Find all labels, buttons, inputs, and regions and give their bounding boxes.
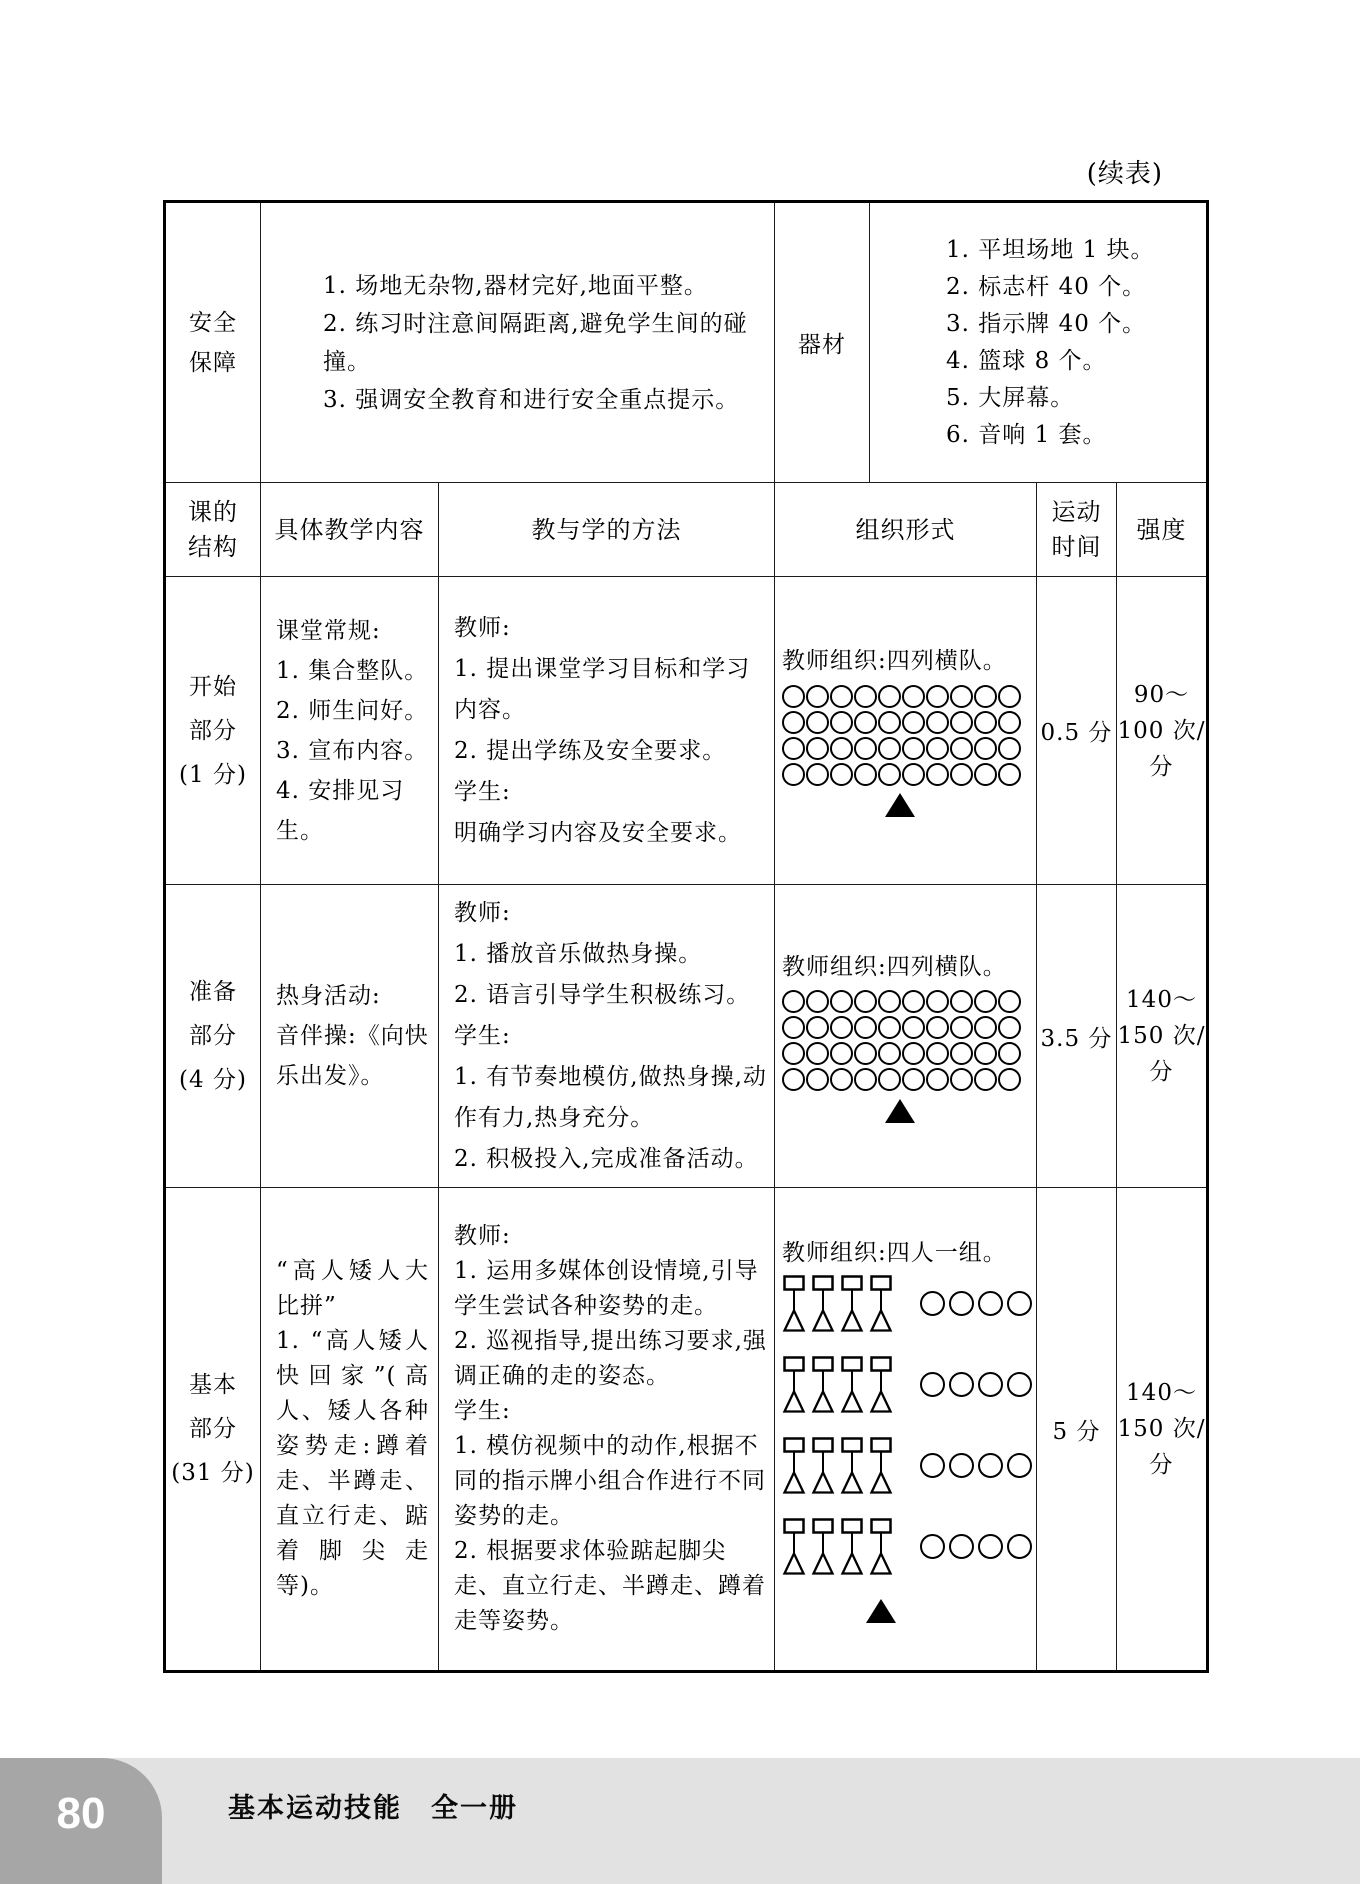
text-line: 1. 有节奏地模仿,做热身操,动作有力,热身充分。 bbox=[454, 1063, 767, 1131]
text-line: 3. 宣布内容。 bbox=[276, 737, 429, 764]
text-line: 基本 bbox=[189, 1372, 237, 1398]
student-circle-icon bbox=[978, 1534, 1003, 1559]
student-circle-icon bbox=[782, 1068, 805, 1091]
text-line: 1. 集合整队。 bbox=[276, 657, 429, 684]
student-circle-icon bbox=[926, 990, 949, 1013]
equipment-items bbox=[870, 203, 1206, 482]
opening-methods bbox=[439, 577, 775, 884]
student-circle-icon bbox=[878, 737, 901, 760]
header-content: 具体教学内容 bbox=[261, 483, 439, 576]
sign-pole-icon bbox=[782, 1356, 806, 1414]
preparation-methods bbox=[439, 885, 775, 1187]
preparation-content bbox=[261, 885, 439, 1187]
teacher-triangle-icon bbox=[885, 1099, 915, 1123]
student-circle-icon bbox=[830, 1068, 853, 1091]
student-row bbox=[782, 1067, 1036, 1093]
sign-pole-group bbox=[782, 1356, 893, 1414]
student-circle-icon bbox=[926, 1016, 949, 1039]
squad-row bbox=[782, 1518, 1036, 1576]
text-line: 140～ bbox=[1126, 987, 1197, 1013]
text-line: 2. 练习时注意间隔距离,避免学生间的碰撞。 bbox=[323, 310, 748, 375]
text-line: 部分 bbox=[189, 1023, 237, 1049]
student-circle-icon bbox=[806, 737, 829, 760]
basic-methods bbox=[439, 1188, 775, 1670]
header-structure bbox=[166, 483, 261, 576]
text-line: 1. 模仿视频中的动作,根据不同的指示牌小组合作进行不同姿势的走。 bbox=[454, 1433, 766, 1529]
student-circle-icon bbox=[806, 685, 829, 708]
page-number: 80 bbox=[56, 1789, 106, 1838]
student-circle-icon bbox=[782, 1042, 805, 1065]
basic-content bbox=[261, 1188, 439, 1670]
sign-pole-icon bbox=[869, 1437, 893, 1495]
student-circle-icon bbox=[950, 990, 973, 1013]
student-circle-icon bbox=[920, 1372, 945, 1397]
text-line: 课的 bbox=[188, 497, 238, 526]
student-circle-icon bbox=[854, 1016, 877, 1039]
student-circle-icon bbox=[806, 1068, 829, 1091]
student-circle-icon bbox=[978, 1372, 1003, 1397]
organization-caption: 教师组织:四列横队。 bbox=[782, 648, 1007, 674]
formation-diagram bbox=[782, 989, 1036, 1123]
preparation-organization bbox=[775, 885, 1037, 1187]
sign-pole-icon bbox=[840, 1437, 864, 1495]
student-circle-icon bbox=[1007, 1372, 1032, 1397]
student-circle-icon bbox=[1007, 1453, 1032, 1478]
preparation-time: 3.5 分 bbox=[1037, 885, 1117, 1187]
student-circle-icon bbox=[830, 711, 853, 734]
student-circle-icon bbox=[830, 1016, 853, 1039]
sign-pole-icon bbox=[869, 1518, 893, 1576]
page-number-tab bbox=[0, 1758, 162, 1884]
text-line: (31 分) bbox=[171, 1460, 255, 1486]
sign-pole-icon bbox=[811, 1518, 835, 1576]
student-group bbox=[920, 1518, 1032, 1576]
student-circle-icon bbox=[902, 711, 925, 734]
student-circle-icon bbox=[878, 990, 901, 1013]
student-circle-icon bbox=[949, 1453, 974, 1478]
student-circle-icon bbox=[830, 685, 853, 708]
sign-pole-icon bbox=[782, 1518, 806, 1576]
student-circle-icon bbox=[998, 685, 1021, 708]
text-line: 安全 bbox=[189, 309, 237, 336]
student-circle-icon bbox=[902, 685, 925, 708]
safety-equipment-row bbox=[166, 203, 1206, 483]
student-circle-icon bbox=[878, 711, 901, 734]
student-circle-icon bbox=[806, 1042, 829, 1065]
text-line: 分 bbox=[1149, 1059, 1174, 1085]
text-line: 2. 语言引导学生积极练习。 bbox=[454, 981, 751, 1008]
student-circle-icon bbox=[878, 1016, 901, 1039]
organization-caption: 教师组织:四列横队。 bbox=[782, 953, 1007, 980]
student-row bbox=[782, 709, 1036, 735]
squad-row bbox=[782, 1275, 1036, 1333]
student-circle-icon bbox=[978, 1291, 1003, 1316]
student-circle-icon bbox=[806, 711, 829, 734]
text-line: 2. 积极投入,完成准备活动。 bbox=[454, 1145, 759, 1172]
text-line: 1. 运用多媒体创设情境,引导学生尝试各种姿势的走。 bbox=[454, 1258, 759, 1319]
sign-pole-icon bbox=[869, 1356, 893, 1414]
student-circle-icon bbox=[854, 737, 877, 760]
student-group bbox=[920, 1356, 1032, 1414]
student-circle-icon bbox=[974, 711, 997, 734]
student-circle-icon bbox=[950, 685, 973, 708]
student-circle-icon bbox=[920, 1291, 945, 1316]
basic-structure-label bbox=[166, 1188, 261, 1670]
student-row bbox=[782, 1015, 1036, 1041]
sign-pole-group bbox=[782, 1275, 893, 1333]
student-circle-icon bbox=[854, 711, 877, 734]
opening-structure-label bbox=[166, 577, 261, 884]
preparation-part-row bbox=[166, 885, 1206, 1188]
text-line: 热身活动: bbox=[276, 983, 381, 1009]
text-line: 运动 bbox=[1051, 497, 1102, 526]
text-line: “高人矮人大比拼” bbox=[276, 1258, 429, 1319]
text-line: 学生: bbox=[454, 1022, 511, 1049]
header-time bbox=[1037, 483, 1117, 576]
student-circle-icon bbox=[974, 1068, 997, 1091]
student-circle-icon bbox=[782, 763, 805, 786]
text-line: 准备 bbox=[189, 979, 237, 1005]
student-row bbox=[782, 989, 1036, 1015]
safety-row-label bbox=[166, 203, 261, 482]
sign-pole-group bbox=[782, 1518, 893, 1576]
student-circle-icon bbox=[782, 990, 805, 1013]
sign-pole-icon bbox=[782, 1275, 806, 1333]
student-group bbox=[920, 1437, 1032, 1495]
student-circle-icon bbox=[902, 1016, 925, 1039]
header-methods: 教与学的方法 bbox=[439, 483, 775, 576]
student-circle-icon bbox=[806, 990, 829, 1013]
text-line: 学生: bbox=[454, 1398, 511, 1424]
preparation-structure-label bbox=[166, 885, 261, 1187]
student-circle-icon bbox=[926, 685, 949, 708]
squad-row bbox=[782, 1437, 1036, 1495]
text-line: 教师: bbox=[454, 1223, 511, 1249]
student-circle-icon bbox=[830, 1042, 853, 1065]
student-circle-icon bbox=[926, 737, 949, 760]
preparation-intensity bbox=[1117, 885, 1206, 1187]
student-circle-icon bbox=[998, 711, 1021, 734]
student-circle-icon bbox=[926, 711, 949, 734]
sign-pole-icon bbox=[782, 1437, 806, 1495]
text-line: 音伴操:《向快乐出发》。 bbox=[276, 1023, 429, 1089]
basic-part-row bbox=[166, 1188, 1206, 1670]
student-circle-icon bbox=[926, 763, 949, 786]
student-circle-icon bbox=[974, 685, 997, 708]
text-line: 2. 标志杆 40 个。 bbox=[946, 273, 1147, 300]
text-line: 3. 强调安全教育和进行安全重点提示。 bbox=[323, 386, 740, 413]
student-circle-icon bbox=[902, 737, 925, 760]
book-title: 基本运动技能 全一册 bbox=[228, 1793, 518, 1823]
text-line: 结构 bbox=[188, 532, 238, 561]
student-circle-icon bbox=[878, 763, 901, 786]
text-line: 150 次/ bbox=[1117, 1416, 1206, 1442]
student-circle-icon bbox=[998, 737, 1021, 760]
text-line: 4. 安排见习生。 bbox=[276, 777, 405, 844]
student-circle-icon bbox=[782, 737, 805, 760]
student-circle-icon bbox=[854, 990, 877, 1013]
student-circle-icon bbox=[878, 685, 901, 708]
text-line: 分 bbox=[1149, 1452, 1174, 1478]
student-row bbox=[782, 761, 1036, 787]
text-line: 课堂常规: bbox=[276, 617, 381, 644]
text-line: 2. 巡视指导,提出练习要求,强调正确的走的姿态。 bbox=[454, 1328, 767, 1389]
equipment-label: 器材 bbox=[775, 203, 870, 482]
student-circle-icon bbox=[949, 1534, 974, 1559]
student-row bbox=[782, 735, 1036, 761]
student-circle-icon bbox=[950, 1042, 973, 1065]
sign-pole-icon bbox=[840, 1518, 864, 1576]
text-line: 3. 指示牌 40 个。 bbox=[946, 310, 1147, 337]
text-line: 部分 bbox=[189, 717, 237, 744]
opening-content bbox=[261, 577, 439, 884]
text-line: 1. 播放音乐做热身操。 bbox=[454, 940, 703, 967]
text-line: 1. 平坦场地 1 块。 bbox=[946, 236, 1155, 263]
student-circle-icon bbox=[974, 1042, 997, 1065]
sign-pole-icon bbox=[869, 1275, 893, 1333]
text-line: 2. 提出学练及安全要求。 bbox=[454, 737, 727, 764]
text-line: 1. 提出课堂学习目标和学习内容。 bbox=[454, 655, 751, 723]
header-organization: 组织形式 bbox=[775, 483, 1037, 576]
footer-band bbox=[0, 1758, 1360, 1884]
student-circle-icon bbox=[1007, 1291, 1032, 1316]
formation-diagram bbox=[782, 683, 1036, 817]
text-line: 2. 根据要求体验踮起脚尖走、直立行走、半蹲走、蹲着走等姿势。 bbox=[454, 1538, 766, 1634]
lesson-plan-table bbox=[163, 200, 1209, 1673]
text-line: 保障 bbox=[189, 349, 237, 376]
text-line: 6. 音响 1 套。 bbox=[946, 421, 1107, 448]
student-circle-icon bbox=[950, 711, 973, 734]
student-circle-icon bbox=[902, 1042, 925, 1065]
student-circle-icon bbox=[974, 990, 997, 1013]
continued-table-label: (续表) bbox=[1086, 159, 1163, 189]
student-circle-icon bbox=[1007, 1534, 1032, 1559]
text-line: 100 次/ bbox=[1117, 717, 1206, 744]
student-circle-icon bbox=[920, 1534, 945, 1559]
formation-diagram bbox=[782, 1275, 1036, 1623]
student-circle-icon bbox=[782, 685, 805, 708]
student-circle-icon bbox=[902, 1068, 925, 1091]
student-circle-icon bbox=[854, 763, 877, 786]
text-line: 时间 bbox=[1051, 532, 1102, 561]
squad-row bbox=[782, 1356, 1036, 1414]
text-line: 150 次/ bbox=[1117, 1023, 1206, 1049]
text-line: 1. 场地无杂物,器材完好,地面平整。 bbox=[323, 272, 708, 299]
student-circle-icon bbox=[854, 685, 877, 708]
student-circle-icon bbox=[950, 1068, 973, 1091]
student-circle-icon bbox=[998, 990, 1021, 1013]
teacher-triangle-icon bbox=[885, 793, 915, 817]
student-circle-icon bbox=[782, 1016, 805, 1039]
sign-pole-icon bbox=[811, 1437, 835, 1495]
student-circle-icon bbox=[854, 1068, 877, 1091]
text-line: 部分 bbox=[189, 1416, 237, 1442]
text-line: 140～ bbox=[1126, 1380, 1197, 1406]
student-row bbox=[782, 1041, 1036, 1067]
text-line: 教师: bbox=[454, 899, 511, 926]
basic-time: 5 分 bbox=[1037, 1188, 1117, 1670]
sign-pole-icon bbox=[840, 1275, 864, 1333]
basic-intensity bbox=[1117, 1188, 1206, 1670]
text-line: 学生: bbox=[454, 778, 511, 805]
text-line: 4. 篮球 8 个。 bbox=[946, 347, 1107, 374]
sign-pole-icon bbox=[811, 1356, 835, 1414]
student-circle-icon bbox=[806, 1016, 829, 1039]
student-circle-icon bbox=[878, 1068, 901, 1091]
text-line: 开始 bbox=[189, 673, 237, 700]
student-circle-icon bbox=[950, 763, 973, 786]
student-circle-icon bbox=[926, 1042, 949, 1065]
text-line: 教师: bbox=[454, 614, 511, 641]
student-circle-icon bbox=[974, 737, 997, 760]
header-intensity: 强度 bbox=[1136, 515, 1187, 544]
student-circle-icon bbox=[998, 1068, 1021, 1091]
student-row bbox=[782, 683, 1036, 709]
table-header-row bbox=[166, 483, 1206, 577]
text-line: 1. “高人矮人快回家”(高人、矮人各种姿势走:蹲着走、半蹲走、直立行走、踮着脚尖走等)。 bbox=[276, 1328, 429, 1599]
student-circle-icon bbox=[854, 1042, 877, 1065]
student-circle-icon bbox=[926, 1068, 949, 1091]
student-circle-icon bbox=[998, 1016, 1021, 1039]
text-line: 90～ bbox=[1133, 681, 1190, 708]
student-circle-icon bbox=[920, 1453, 945, 1478]
student-circle-icon bbox=[878, 1042, 901, 1065]
student-circle-icon bbox=[806, 763, 829, 786]
student-circle-icon bbox=[998, 1042, 1021, 1065]
student-circle-icon bbox=[902, 763, 925, 786]
student-circle-icon bbox=[830, 763, 853, 786]
sign-pole-icon bbox=[840, 1356, 864, 1414]
text-line: (4 分) bbox=[179, 1067, 247, 1093]
sign-pole-group bbox=[782, 1437, 893, 1495]
opening-part-row bbox=[166, 577, 1206, 885]
student-circle-icon bbox=[950, 1016, 973, 1039]
teacher-triangle-icon bbox=[866, 1599, 896, 1623]
student-circle-icon bbox=[998, 763, 1021, 786]
text-line: 2. 师生问好。 bbox=[276, 697, 429, 724]
student-circle-icon bbox=[949, 1372, 974, 1397]
opening-time: 0.5 分 bbox=[1037, 577, 1117, 884]
text-line: 5. 大屏幕。 bbox=[946, 384, 1075, 411]
safety-items bbox=[261, 203, 775, 482]
text-line: (1 分) bbox=[179, 761, 247, 788]
student-circle-icon bbox=[949, 1291, 974, 1316]
organization-caption: 教师组织:四人一组。 bbox=[782, 1239, 1007, 1266]
text-line: 明确学习内容及安全要求。 bbox=[454, 819, 742, 846]
student-circle-icon bbox=[974, 1016, 997, 1039]
opening-organization bbox=[775, 577, 1037, 884]
student-group bbox=[920, 1275, 1032, 1333]
basic-organization bbox=[775, 1188, 1037, 1670]
student-circle-icon bbox=[950, 737, 973, 760]
student-circle-icon bbox=[902, 990, 925, 1013]
text-line: 分 bbox=[1149, 753, 1174, 780]
student-circle-icon bbox=[830, 990, 853, 1013]
student-circle-icon bbox=[974, 763, 997, 786]
student-circle-icon bbox=[830, 737, 853, 760]
student-circle-icon bbox=[782, 711, 805, 734]
sign-pole-icon bbox=[811, 1275, 835, 1333]
student-circle-icon bbox=[978, 1453, 1003, 1478]
opening-intensity bbox=[1117, 577, 1206, 884]
